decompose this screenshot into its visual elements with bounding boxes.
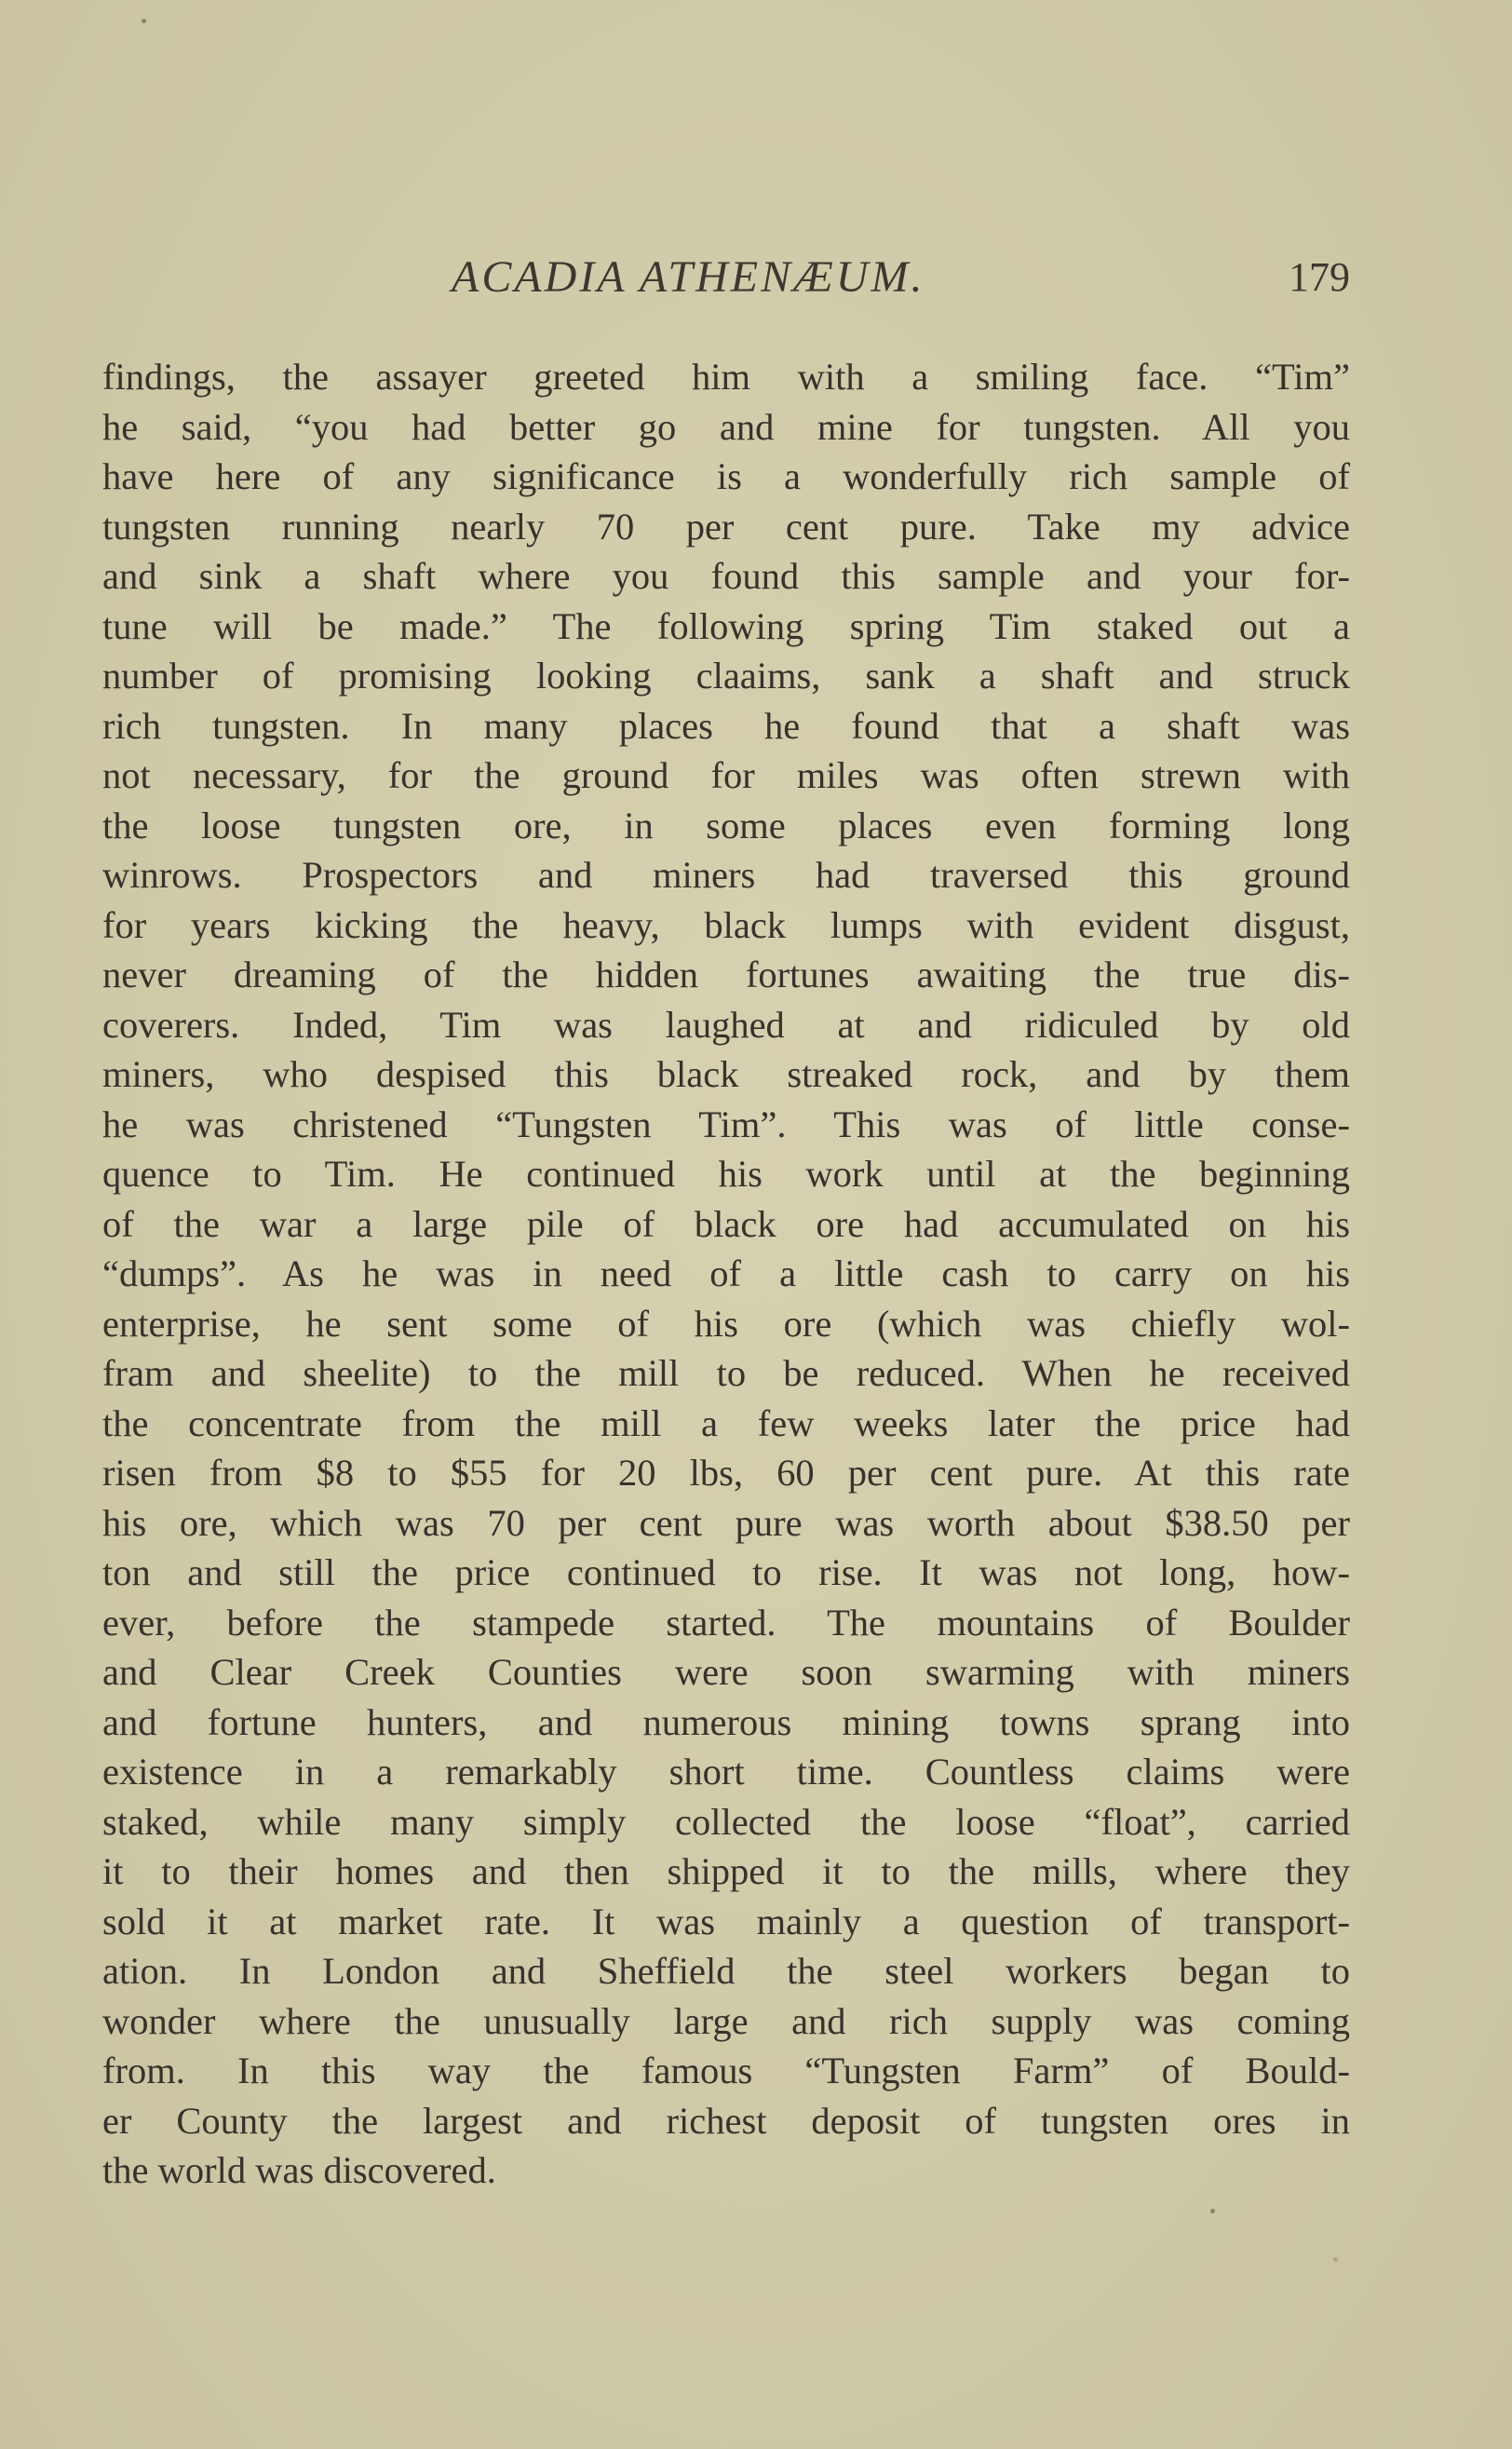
text-line: sold it at market rate. It was mainly a question of transport-	[102, 1900, 1350, 1942]
text-line: miners, who despised this black streaked rock, and by them	[102, 1053, 1350, 1095]
text-line: rich tungsten. In many places he found that a shaft was	[102, 704, 1350, 747]
text-line: from. In this way the famous “Tungsten Farm” of Bould-	[102, 2050, 1350, 2091]
text-line: he was christened “Tungsten Tim”. This was of little conse-	[102, 1103, 1350, 1145]
text-line-last: the world was discovered.	[102, 2149, 496, 2191]
text-line: number of promising looking claaims, sank a shaft and struck	[102, 655, 1350, 697]
paper-speck	[142, 19, 146, 23]
paper-speck	[1333, 2257, 1338, 2262]
text-line: tune will be made.” The following spring Tim staked out a	[102, 604, 1350, 647]
text-line: for years kicking the heavy, black lumps with evident disgust,	[102, 903, 1350, 946]
text-line: wonder where the unusually large and rich supply was coming	[102, 1999, 1350, 2042]
text-line: have here of any significance is a wonderfully rich sample of	[102, 455, 1350, 497]
text-line: and fortune hunters, and numerous mining towns sprang into	[102, 1700, 1350, 1743]
text-line: er County the largest and richest deposit of tungsten ores in	[102, 2099, 1350, 2142]
text-line: not necessary, for the ground for miles was often strewn with	[102, 754, 1350, 796]
paper-speck	[1210, 2209, 1215, 2213]
text-line: quence to Tim. He continued his work until at the beginning	[102, 1153, 1350, 1195]
text-line: tungsten running nearly 70 per cent pure. Take my advice	[102, 505, 1350, 548]
text-line: ever, before the stampede started. The mountains of Boulder	[102, 1601, 1350, 1644]
text-line: it to their homes and then shipped it to the mills, where they	[102, 1850, 1350, 1892]
text-line: existence in a remarkably short time. Countless claims were	[102, 1751, 1350, 1793]
running-title: ACADIA ATHENÆUM.	[452, 252, 925, 302]
text-line: and Clear Creek Counties were soon swarming with miners	[102, 1651, 1350, 1693]
page-number: 179	[1289, 254, 1350, 300]
page-header	[102, 251, 1350, 307]
text-line: ton and still the price continued to rise. It was not long, how-	[102, 1551, 1350, 1593]
text-line: coverers. Inded, Tim was laughed at and ridiculed by old	[102, 1003, 1350, 1046]
text-line: enterprise, he sent some of his ore (which was chiefly wol-	[102, 1302, 1350, 1345]
text-line: findings, the assayer greeted him with a smiling face. “Tim”	[102, 356, 1350, 398]
text-line: his ore, which was 70 per cent pure was worth about $38.50 per	[102, 1501, 1350, 1544]
text-line: “dumps”. As he was in need of a little cash to carry on his	[102, 1252, 1350, 1294]
text-line: the concentrate from the mill a few weeks later the price had	[102, 1401, 1350, 1444]
body-text	[102, 352, 1350, 2196]
text-line: staked, while many simply collected the loose “float”, carried	[102, 1800, 1350, 1843]
text-line: the loose tungsten ore, in some places even forming long	[102, 804, 1350, 846]
text-line: of the war a large pile of black ore had accumulated on his	[102, 1202, 1350, 1245]
text-line: risen from $8 to $55 for 20 lbs, 60 per cent pure. At this rate	[102, 1452, 1350, 1494]
text-line: fram and sheelite) to the mill to be reduced. When he received	[102, 1352, 1350, 1394]
text-line: ation. In London and Sheffield the steel workers began to	[102, 1950, 1350, 1992]
text-line: and sink a shaft where you found this sample and your for-	[102, 555, 1350, 597]
text-line: never dreaming of the hidden fortunes awaiting the true dis-	[102, 954, 1350, 995]
text-line: he said, “you had better go and mine for tungsten. All you	[102, 405, 1350, 448]
text-line: winrows. Prospectors and miners had traversed this ground	[102, 854, 1350, 896]
